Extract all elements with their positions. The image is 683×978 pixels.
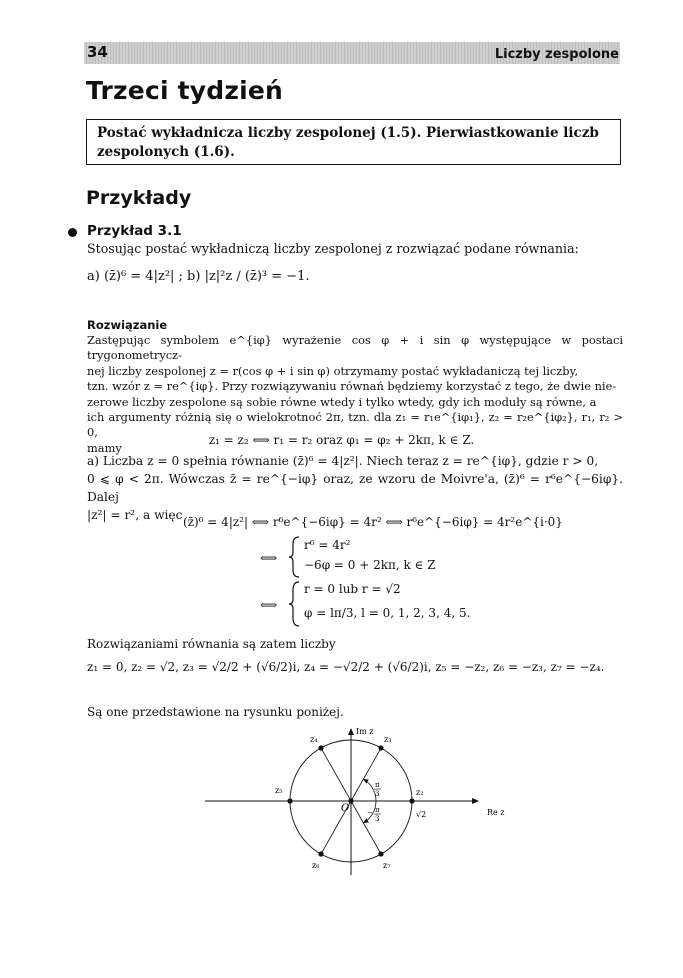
axis-label-im: Im z — [356, 727, 374, 736]
label-z5: z₅ — [275, 786, 283, 795]
angle-pos-num: π — [375, 781, 380, 789]
point-z7 — [378, 851, 383, 856]
equivalence-arrow: ⟺ — [260, 551, 278, 565]
example-intro: Stosując postać wykładniczą liczby zespolonej z rozwiązać podane równania: — [87, 241, 579, 256]
part-a-line: 0 ⩽ φ < 2π. Wówczas z̄ = re^{−iφ} oraz, ze wzoru de Moivre'a, (z̄)⁶ = r⁶e^{−6iφ}. Dalej — [87, 472, 623, 504]
equality-condition: z₁ = z₂ ⟺ r₁ = r₂ oraz φ₁ = φ₂ + 2kπ, k ∈ Z. — [208, 433, 475, 447]
axis-label-re: Re z — [487, 808, 505, 817]
system-2-eq-a: r = 0 lub r = √2 — [304, 582, 401, 596]
system-1-eq-a: r⁶ = 4r² — [304, 538, 351, 552]
point-z3 — [378, 745, 383, 750]
label-z6: z₆ — [312, 861, 320, 870]
figure-caption: Są one przedstawione na rysunku poniżej. — [87, 705, 344, 719]
angle-pos-den: 3 — [375, 790, 380, 798]
section-title: Przykłady — [86, 187, 192, 209]
page-number: 34 — [87, 43, 108, 61]
label-z3: z₃ — [384, 735, 392, 744]
solution-line: nej liczby zespolonej z = r(cos φ + i sin φ) otrzymamy postać wykładaniczą tej liczby, — [87, 363, 579, 378]
label-z4: z₄ — [310, 735, 318, 744]
equivalence-arrow: ⟺ — [260, 598, 278, 612]
radius-label: √2 — [416, 810, 427, 819]
solution-line: tzn. wzór z = re^{iφ}. Przy rozwiązywaniu równań będziemy korzystać z tego, że dwie nie- — [87, 379, 617, 394]
solution-heading: Rozwiązanie — [87, 318, 168, 332]
part-a-line: a) Liczba z = 0 spełnia równanie (z̄)⁶ = 4|z²|. Niech teraz z = re^{iφ}, gdzie r > 0, — [87, 454, 599, 468]
example-title: Przykład 3.1 — [87, 223, 182, 239]
solution-line: zerowe liczby zespolone są sobie równe wtedy i tylko wtedy, gdy ich moduły są równe, a — [87, 394, 597, 409]
solution-line: Zastępując symbolem e^{iφ} wyrażenie cos φ + i sin φ występujące w postaci trygonometrycz- — [87, 333, 623, 363]
system-1-eq-b: −6φ = 0 + 2kπ, k ∈ Z — [304, 558, 436, 572]
point-z5 — [287, 798, 292, 803]
topic-line-1: Postać wykładnicza liczby zespolonej (1.5). Pierwiastkowanie liczb — [97, 125, 599, 141]
chapter-title: Trzeci tydzień — [86, 76, 284, 105]
topic-line-2: zespolonych (1.6). — [97, 144, 235, 160]
part-a-line: |z²| = r², a więc — [87, 508, 183, 522]
label-z2: z₂ — [416, 788, 424, 797]
running-title: Liczby zespolone — [494, 47, 619, 62]
system-2-eq-b: φ = lπ/3, l = 0, 1, 2, 3, 4, 5. — [304, 606, 471, 620]
angle-neg-den: 3 — [375, 815, 380, 823]
roots-intro: Rozwiązaniami równania są zatem liczby — [87, 637, 336, 651]
angle-neg-sign: − — [367, 809, 373, 817]
point-z6 — [318, 851, 323, 856]
point-z4 — [318, 745, 323, 750]
origin-label: O — [341, 803, 350, 814]
label-z7: z₇ — [383, 861, 391, 870]
point-z2 — [409, 798, 414, 803]
solution-line: mamy — [87, 440, 122, 455]
angle-neg-num: π — [375, 806, 380, 814]
derivation-line-1: (z̄)⁶ = 4|z²| ⟺ r⁶e^{−6iφ} = 4r² ⟺ r⁶e^{−6iφ} = 4r²e^{i·0} — [183, 515, 563, 529]
example-equations: a) (z̄)⁶ = 4|z²| ; b) |z|²z / (z̄)³ = −1. — [87, 269, 310, 284]
solution-line: ich argumenty różnią się o wielokrotnoć 2π, tzn. dla z₁ = r₁e^{iφ₁}, z₂ = r₂e^{iφ₂}, r₁, r₂ > 0, — [87, 410, 623, 440]
ray-z4 — [321, 748, 351, 801]
roots-list: z₁ = 0, z₂ = √2, z₃ = √2/2 + (√6/2)i, z₄ = −√2/2 + (√6/2)i, z₅ = −z₂, z₆ = −z₃, z₇ = −z₄. — [87, 660, 605, 674]
